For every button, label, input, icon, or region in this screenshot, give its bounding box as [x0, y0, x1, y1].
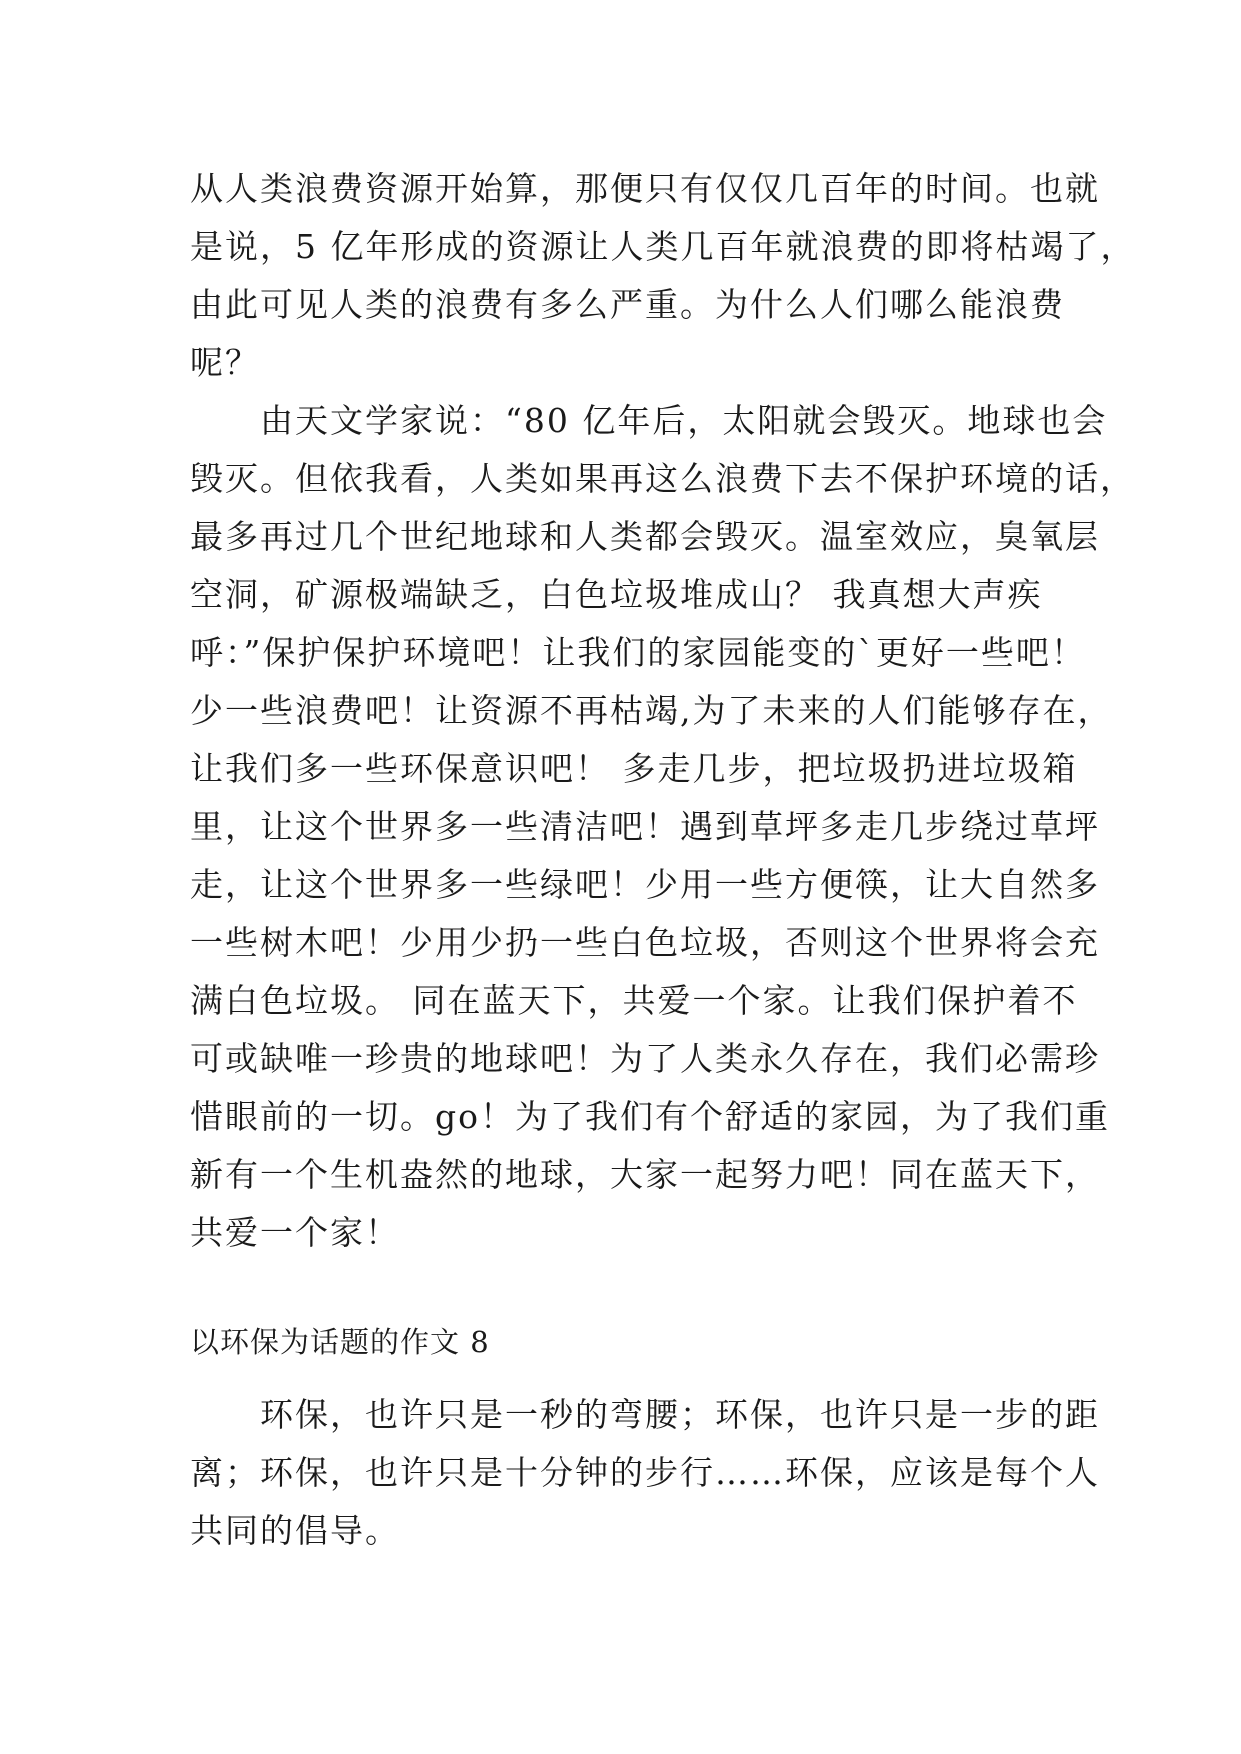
- text-line: 可或缺唯一珍贵的地球吧！为了人类永久存在，我们必需珍: [190, 1039, 1100, 1078]
- text-line: 共同的倡导。: [190, 1511, 400, 1550]
- text-line: 是说，5 亿年形成的资源让人类几百年就浪费的即将枯竭了，: [190, 227, 1136, 266]
- text-line: 一些树木吧！少用少扔一些白色垃圾，否则这个世界将会充: [190, 923, 1100, 962]
- section-heading: 以环保为话题的作文 8: [190, 1325, 490, 1359]
- text-line: 最多再过几个世纪地球和人类都会毁灭。温室效应，臭氧层: [190, 517, 1100, 556]
- text-line: 离；环保，也许只是十分钟的步行……环保，应该是每个人: [190, 1453, 1100, 1492]
- paragraph-1: [190, 160, 1136, 392]
- text-line: 满白色垃圾。 同在蓝天下，共爱一个家。让我们保护着不: [190, 981, 1078, 1020]
- section-paragraph: [190, 1386, 1100, 1560]
- text-line: 由此可见人类的浪费有多么严重。为什么人们哪么能浪费: [190, 285, 1065, 324]
- text-line: 让我们多一些环保意识吧！ 多走几步，把垃圾扔进垃圾箱: [190, 749, 1078, 788]
- paragraph-2: [190, 392, 1135, 1262]
- text-line: 环保，也许只是一秒的弯腰；环保，也许只是一步的距: [190, 1395, 1100, 1434]
- text-line: 从人类浪费资源开始算，那便只有仅仅几百年的时间。也就: [190, 169, 1100, 208]
- text-line: 呼：”保护保护环境吧！让我们的家园能变的`更好一些吧！: [190, 633, 1086, 672]
- text-line: 空洞，矿源极端缺乏，白色垃圾堆成山？ 我真想大声疾: [190, 575, 1043, 614]
- text-line: 共爱一个家！: [190, 1213, 400, 1252]
- text-line: 毁灭。但依我看，人类如果再这么浪费下去不保护环境的话，: [190, 459, 1135, 498]
- text-line: 里，让这个世界多一些清洁吧！遇到草坪多走几步绕过草坪: [190, 807, 1100, 846]
- text-line: 新有一个生机盎然的地球，大家一起努力吧！同在蓝天下，: [190, 1155, 1100, 1194]
- text-line: 惜眼前的一切。go！为了我们有个舒适的家园，为了我们重: [190, 1097, 1110, 1136]
- text-line: 少一些浪费吧！让资源不再枯竭,为了未来的人们能够存在，: [190, 691, 1113, 730]
- text-line: 呢？: [190, 343, 260, 382]
- text-line: 走，让这个世界多一些绿吧！少用一些方便筷，让大自然多: [190, 865, 1100, 904]
- text-line: 由天文学家说：“80 亿年后，太阳就会毁灭。地球也会: [190, 401, 1108, 440]
